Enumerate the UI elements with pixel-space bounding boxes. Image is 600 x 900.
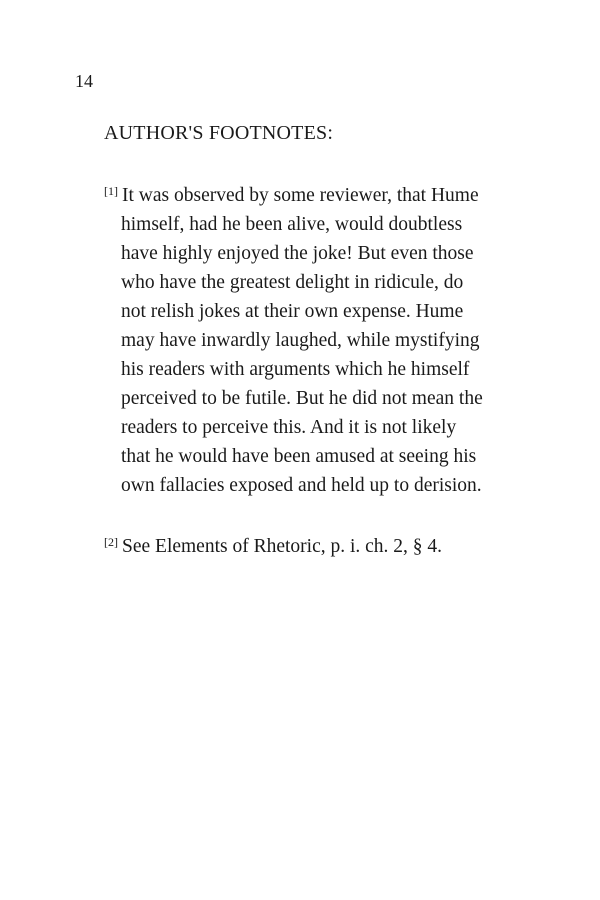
footnote-line: perceived to be futile. But he did not mean the xyxy=(121,388,483,409)
footnote-line xyxy=(104,177,534,210)
footnote-2 xyxy=(104,528,534,561)
footnote-text: See Elements of Rhetoric, p. i. ch. 2, § 4. xyxy=(122,536,443,557)
footnote-line: that he would have been amused at seeing his xyxy=(121,446,477,467)
footnote-line: not relish jokes at their own expense. Hume xyxy=(121,301,464,322)
footnote-1 xyxy=(104,177,534,500)
footnote-line: himself, had he been alive, would doubtless xyxy=(121,214,463,235)
footnote-marker: [2] xyxy=(104,535,118,549)
footnote-line: readers to perceive this. And it is not likely xyxy=(121,417,457,438)
footnote-text: It was observed by some reviewer, that Hume xyxy=(122,185,479,206)
footnote-line xyxy=(104,528,534,561)
page-number: 14 xyxy=(75,71,93,91)
footnote-marker: [1] xyxy=(104,184,118,198)
footnote-line: have highly enjoyed the joke! But even those xyxy=(121,243,474,264)
footnote-line: own fallacies exposed and held up to derision. xyxy=(121,475,482,496)
section-heading: AUTHOR'S FOOTNOTES: xyxy=(104,122,334,144)
footnote-line: his readers with arguments which he himself xyxy=(121,359,470,380)
footnote-line: may have inwardly laughed, while mystifying xyxy=(121,330,480,351)
footnote-line: who have the greatest delight in ridicule, do xyxy=(121,272,464,293)
